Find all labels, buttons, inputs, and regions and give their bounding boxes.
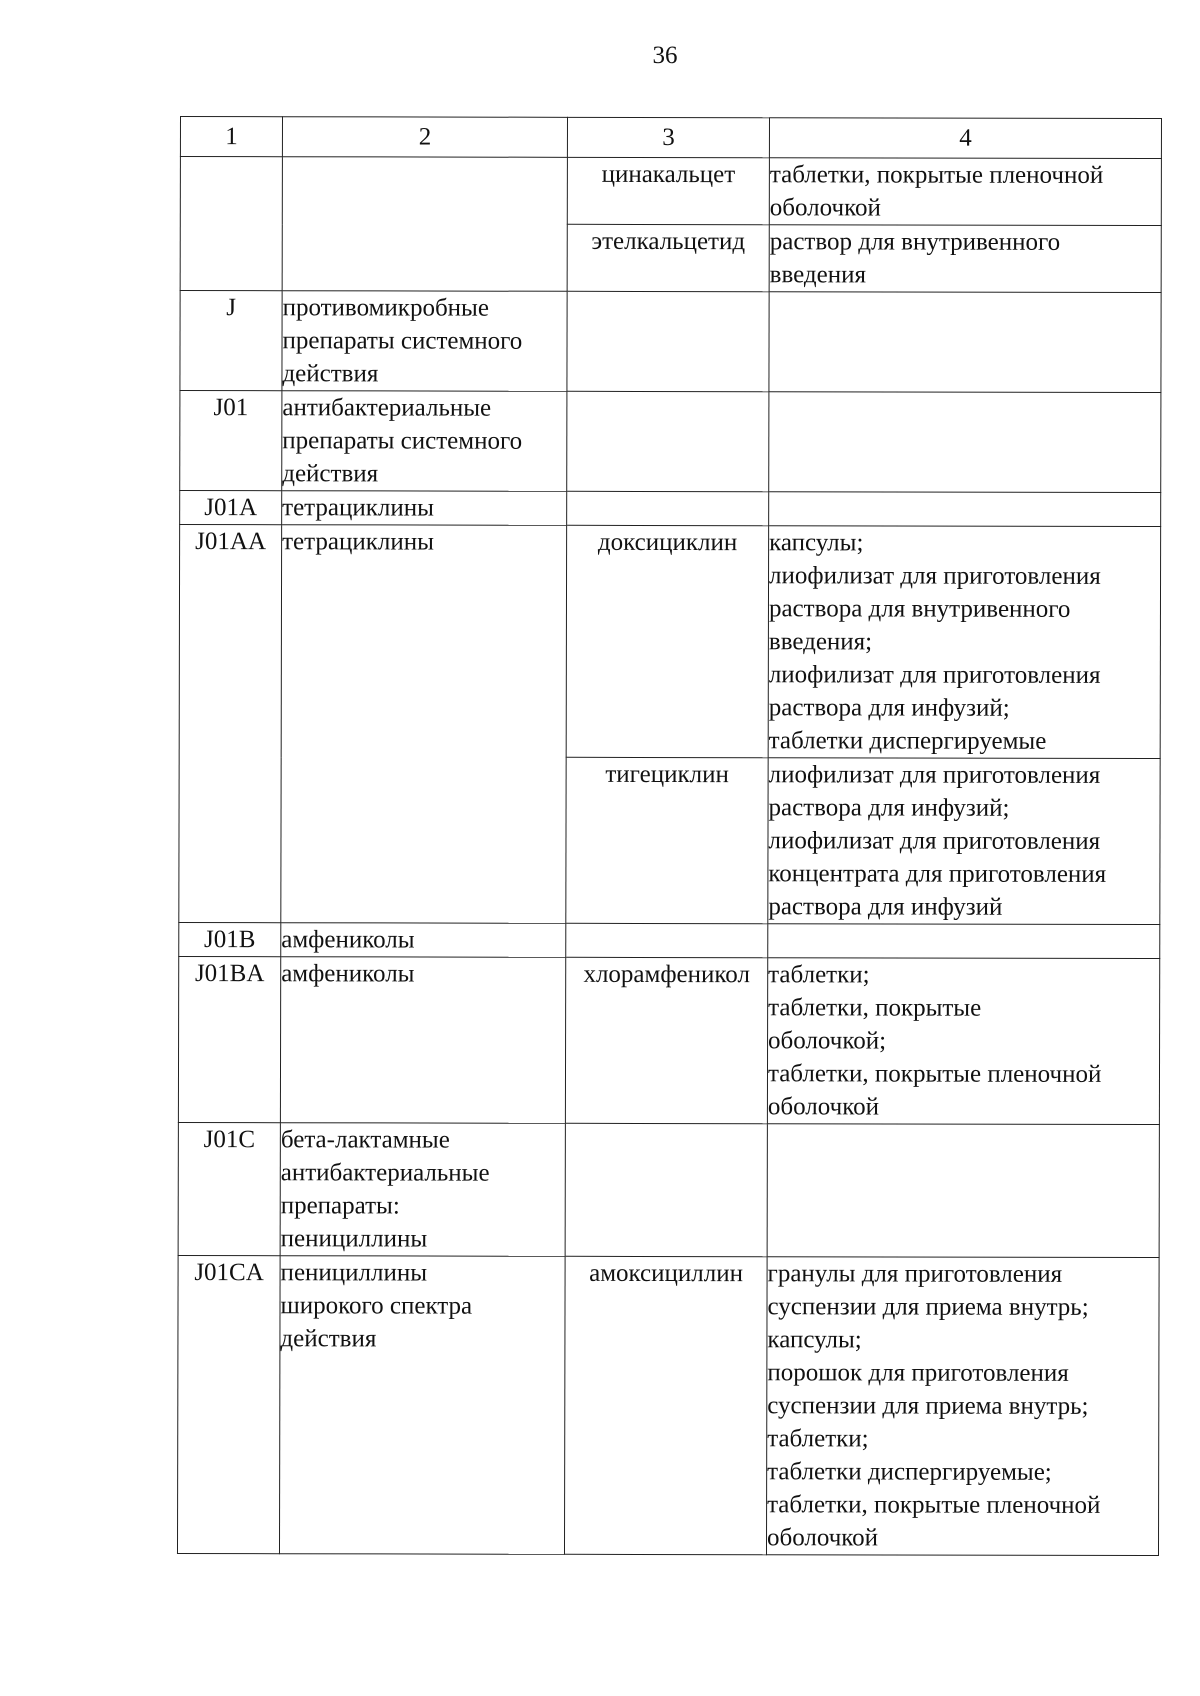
code-cell: J01C [178, 1122, 280, 1255]
code-cell: J01AA [179, 525, 282, 923]
drug-cell: тигециклин [566, 757, 768, 923]
form-line: таблетки, покрытые пленочной [767, 1491, 1101, 1519]
table-row [180, 491, 1161, 527]
form-line: лиофилизат для приготовления [769, 562, 1101, 590]
group-cell [279, 1256, 565, 1555]
table-row [179, 525, 1160, 759]
group-line: антибактериальные [282, 394, 492, 422]
group-line: антибактериальные [280, 1159, 490, 1187]
drug-cell: хлорамфеникол [565, 957, 767, 1123]
dosage-form-cell [767, 958, 1159, 1125]
table-row [179, 922, 1160, 958]
group-line: тетрациклины [282, 528, 434, 556]
group-cell [282, 291, 567, 392]
table-header-row [180, 117, 1161, 159]
group-cell [282, 491, 567, 526]
dosage-form-cell [768, 758, 1160, 925]
dosage-form-cell [768, 526, 1160, 759]
group-cell [281, 923, 566, 958]
form-line: лиофилизат для приготовления [768, 661, 1101, 689]
drug-cell: амоксициллин [564, 1256, 767, 1554]
header-cell-2: 2 [282, 117, 567, 158]
form-line: раствора для инфузий [768, 893, 1003, 921]
form-line: лиофилизат для приготовления [768, 761, 1101, 789]
table-row [180, 157, 1161, 226]
form-line: суспензии для приема внутрь; [767, 1392, 1089, 1420]
code-cell [180, 157, 282, 291]
dosage-form-cell [769, 292, 1161, 393]
drug-classification-table [177, 116, 1162, 1556]
group-line: действия [282, 360, 379, 388]
form-line: таблетки; [768, 961, 870, 989]
form-line: оболочкой [766, 1524, 879, 1552]
dosage-form-cell [769, 158, 1161, 226]
dosage-form-cell [769, 492, 1161, 527]
drug-cell [567, 391, 769, 491]
form-line: раствора для инфузий; [768, 794, 1010, 822]
group-line: амфениколы [281, 960, 415, 988]
form-line: раствор для внутривенного [769, 228, 1061, 256]
form-line: таблетки диспергируемые; [767, 1458, 1052, 1486]
group-cell [282, 391, 567, 492]
group-line: действия [280, 1325, 377, 1353]
group-line: тетрациклины [282, 494, 435, 522]
drug-cell: цинакальцет [567, 157, 769, 224]
code-cell: J01 [180, 391, 282, 491]
group-cell [280, 1123, 565, 1257]
form-line: введения; [768, 628, 873, 656]
header-cell-3: 3 [567, 117, 769, 157]
form-line: раствора для внутривенного [768, 595, 1071, 623]
group-line: действия [282, 460, 379, 488]
dosage-form-cell [769, 225, 1161, 293]
group-cell [282, 157, 567, 292]
drug-cell: доксициклин [566, 525, 768, 757]
code-cell: J01CA [177, 1255, 280, 1553]
form-line: таблетки, покрытые пленочной [767, 1060, 1102, 1088]
form-line: суспензии для приема внутрь; [767, 1293, 1089, 1321]
code-cell: J01BA [178, 956, 280, 1122]
drug-cell [566, 923, 768, 957]
code-cell: J01B [179, 922, 281, 956]
table-row [180, 391, 1161, 493]
group-line: бета-лактамные [280, 1126, 450, 1154]
dosage-form-cell [768, 924, 1160, 959]
form-line: гранулы для приготовления [767, 1260, 1063, 1288]
header-cell-1: 1 [180, 117, 282, 157]
table-row [178, 956, 1159, 1124]
group-line: препараты системного [282, 427, 523, 455]
form-line: таблетки, покрытые [768, 994, 982, 1022]
form-line: порошок для приготовления [767, 1359, 1069, 1387]
drug-cell [565, 1123, 767, 1256]
drug-cell [567, 491, 769, 525]
dosage-form-cell [766, 1257, 1159, 1556]
header-cell-4: 4 [769, 118, 1161, 159]
drug-cell [567, 291, 769, 391]
group-line: препараты: [280, 1192, 400, 1220]
table-row [180, 291, 1161, 393]
form-line: оболочкой [769, 194, 881, 222]
form-line: таблетки диспергируемые [768, 727, 1047, 755]
form-line: оболочкой; [768, 1027, 887, 1055]
group-cell [281, 525, 567, 924]
form-line: капсулы; [769, 529, 864, 557]
form-line: таблетки; [767, 1425, 869, 1453]
page-number: 36 [652, 42, 678, 69]
group-line: широкого спектра [280, 1292, 473, 1320]
code-cell: J01A [180, 491, 282, 525]
group-line: амфениколы [281, 926, 415, 954]
dosage-form-cell [767, 1124, 1159, 1258]
group-line: пенициллины [280, 1225, 428, 1253]
form-line: введения [769, 261, 867, 289]
group-line: препараты системного [282, 327, 523, 355]
form-line: таблетки, покрытые пленочной [769, 161, 1104, 189]
table-row [178, 1122, 1159, 1257]
form-line: раствора для инфузий; [768, 694, 1010, 722]
group-cell [280, 957, 565, 1124]
form-line: лиофилизат для приготовления [768, 827, 1101, 855]
table-row [177, 1255, 1159, 1555]
dosage-form-cell [769, 392, 1161, 493]
form-line: капсулы; [767, 1326, 862, 1354]
group-line: противомикробные [282, 294, 489, 322]
drug-cell: этелкальцетид [567, 224, 769, 291]
form-line: оболочкой [767, 1093, 880, 1121]
form-line: концентрата для приготовления [768, 860, 1107, 888]
group-line: пенициллины [280, 1259, 428, 1287]
code-cell: J [180, 291, 282, 391]
